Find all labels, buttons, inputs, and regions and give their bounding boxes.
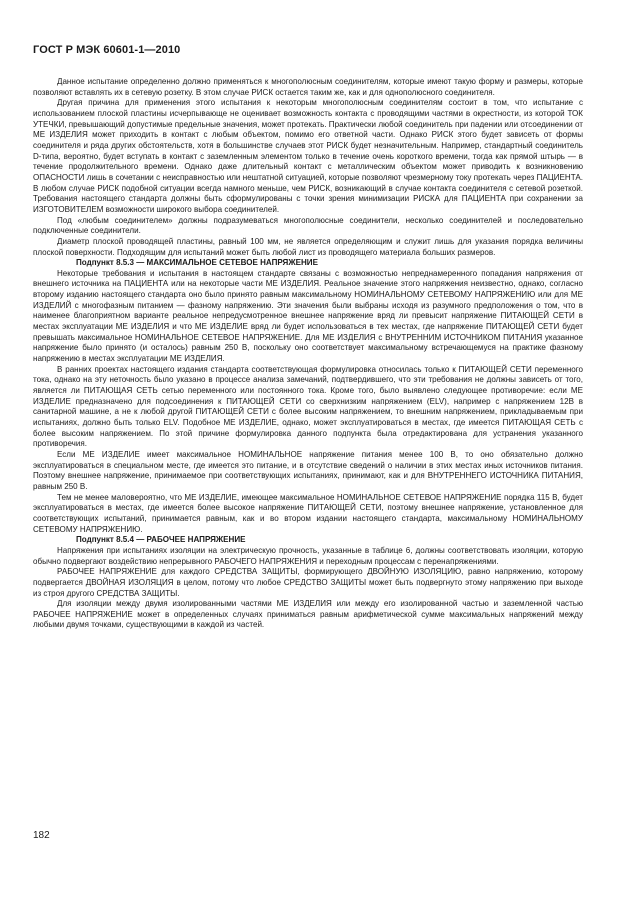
document-body [33, 77, 583, 631]
paragraph: РАБОЧЕЕ НАПРЯЖЕНИЕ для каждого СРЕДСТВА ЗАЩИТЫ, формирующего ДВОЙНУЮ ИЗОЛЯЦИЮ, равно напряжению, которому подвергается ДВОЙНАЯ ИЗОЛЯЦИЯ в целом, потому что любое СРЕДСТВО ЗАЩИТЫ может быть подвергнуто этому напряжению при выходе из строя другого СРЕДСТВА ЗАЩИТЫ. [33, 567, 583, 598]
paragraph: Если МЕ ИЗДЕЛИЕ имеет максимальное НОМИНАЛЬНОЕ напряжение питания менее 100 В, то оно обязательно должно эксплуатироваться в специальном месте, где имеется это питание, и в отсутствие сведений о наличии в этих местах иных источников питания. Поэтому внешнее напряжение, принимаемое при соответствующих испытаниях, принимают, как и для ВНУТРЕННЕГО ИСТОЧНИКА ПИТАНИЯ, равным 250 В. [33, 449, 583, 491]
paragraph: Диаметр плоской проводящей пластины, равный 100 мм, не является определяющим и служит лишь для указания порядка величины плоской поверхности. Подходящим для испытаний может быть любой лист из проводящего материала больших размеров. [33, 236, 583, 257]
paragraph: Некоторые требования и испытания в настоящем стандарте связаны с возможностью непреднамеренного попадания напряжения от внешнего источника на ПАЦИЕНТА или на некоторые части МЕ ИЗДЕЛИЯ. Реальное значение этого напряжения неизвестно, однако, согласно второму изданию настоящего стандарта оно было принято равным максимальному НОМИНАЛЬНОМУ СЕТЕВОМУ НАПРЯЖЕНИЮ или для МЕ ИЗДЕЛИЙ с многофазным питанием — фазному напряжению. Эти значения были выбраны исходя из разумного предположения о том, что в наименее благоприятном варианте реальное непредусмотренное внешнее напряжение вряд ли превысит напряжение ПИТАЮЩЕЙ СЕТИ в местах эксплуатации МЕ ИЗДЕЛИЯ и что МЕ ИЗДЕЛИЕ вряд ли будет использоваться в тех местах, где напряжение ПИТАЮЩЕЙ СЕТИ будет превышать максимальное НОМИНАЛЬНОЕ СЕТЕВОЕ НАПРЯЖЕНИЕ. Для МЕ ИЗДЕЛИЯ с ВНУТРЕННИМ ИСТОЧНИКОМ ПИТАНИЯ указанное напряжение было принято (и осталось) равным 250 В, поскольку оно соответствует максимальному встречающемуся на практике фазному напряжению в местах эксплуатации МЕ ИЗДЕЛИЯ. [33, 268, 583, 364]
page-number: 182 [33, 830, 50, 841]
paragraph: Данное испытание определенно должно применяться к многополюсным соединителям, которые имеют такую форму и размеры, которые позволяют вставлять их в сетевую розетку. В этом случае РИСК остается таким же, как и для однополюсного соединителя. [33, 77, 583, 97]
document-header: ГОСТ Р МЭК 60601-1—2010 [33, 44, 181, 56]
subsection-heading: Подпункт 8.5.3 — МАКСИМАЛЬНОЕ СЕТЕВОЕ НАПРЯЖЕНИЕ [76, 258, 318, 268]
subsection-heading: Подпункт 8.5.4 — РАБОЧЕЕ НАПРЯЖЕНИЕ [76, 535, 246, 545]
paragraph: Тем не менее маловероятно, что МЕ ИЗДЕЛИЕ, имеющее максимальное НОМИНАЛЬНОЕ СЕТЕВОЕ НАПРЯЖЕНИЕ порядка 115 В, будет эксплуатироваться в местах, где имеется более высокое напряжение ПИТАЮЩЕЙ СЕТИ, поэтому внешнее напряжение, установленное для соответствующих испытаний, принимается равным, как и во втором издании настоящего стандарта, максимальному НОМИНАЛЬНОМУ СЕТЕВОМУ НАПРЯЖЕНИЮ. [33, 492, 583, 534]
paragraph: Напряжения при испытаниях изоляции на электрическую прочность, указанные в таблице 6, должны соответствовать изоляции, которую обычно подвергают воздействию непрерывного РАБОЧЕГО НАПРЯЖЕНИЯ и переходным процессам с перенапряжениями. [33, 545, 583, 566]
paragraph: Для изоляции между двумя изолированными частями МЕ ИЗДЕЛИЯ или между его изолированной частью и заземленной частью РАБОЧЕЕ НАПРЯЖЕНИЕ может в определенных случаях приниматься равным арифметической сумме максимальных напряжений между любыми двумя точками, существующими в каждой из частей. [33, 599, 583, 630]
paragraph: Другая причина для применения этого испытания к некоторым многополюсным соединителям состоит в том, что испытание с использованием плоской пластины исчерпывающе не оценивает возможность контакта с проводящими частями в окрестности, из которой ТОК УТЕЧКИ, превышающий допустимые предельные значения, может протекать. Практически любой соединитель при падении или отсоединении от МЕ ИЗДЕЛИЯ может приходить в контакт с любым объектом, помимо его ответной части. Однако РИСК этого будет зависеть от формы соединителя и ряда других обстоятельств, хотя в большинстве случаев этот РИСК будет незначительным. Например, стандартный соединитель D-типа, вероятно, будет вступать в контакт с заземленным элементом только в течение очень короткого времени, тогда как прямой штырь — в течение продолжительного времени. Однако даже длительный контакт с металлическим объектом может приводить к возникновению ОПАСНОСТИ лишь в сочетании с неисправностью или нештатной ситуацией, которые позволяют чрезмерному току протекать через ПАЦИЕНТА. В любом случае РИСК подобной ситуации всегда намного меньше, чем РИСК, возникающий в случае контакта соединителя с сетевой розеткой. Требования настоящего стандарта должны быть сформулированы с точки зрения минимизации РИСКА для ПАЦИЕНТА при сохранении за ИЗГОТОВИТЕЛЕМ возможности широкого выбора соединителей. [33, 98, 583, 214]
paragraph: В ранних проектах настоящего издания стандарта соответствующая формулировка относилась только к ПИТАЮЩЕЙ СЕТИ переменного тока, однако на эту неточность было указано в процессе анализа замечаний, подтвердившего, что эти требования не должны зависеть от того, является ли ПИТАЮЩАЯ СЕТЬ сетью переменного или постоянного тока. Кроме того, было выявлено следующее противоречие: если МЕ ИЗДЕЛИЕ предназначено для подсоединения к ПИТАЮЩЕЙ СЕТИ со сверхнизким напряжением (ELV), например с напряжением 12В в санитарной машине, а не к любой другой ПИТАЮЩЕЙ СЕТИ с более высоким напряжением, то внешним напряжением, прикладываемым при испытаниях, должно быть только ELV. Подобное МЕ ИЗДЕЛИЕ, однако, может эксплуатироваться в местах, где имеется ПИТАЮЩАЯ СЕТЬ с более высоким напряжением. По этой причине формулировка данного подпункта была отредактирована для устранения указанного противоречия. [33, 364, 583, 449]
paragraph: Под «любым соединителем» должны подразумеваться многополюсные соединители, несколько соединителей и последовательно подключенные соединители. [33, 215, 583, 236]
